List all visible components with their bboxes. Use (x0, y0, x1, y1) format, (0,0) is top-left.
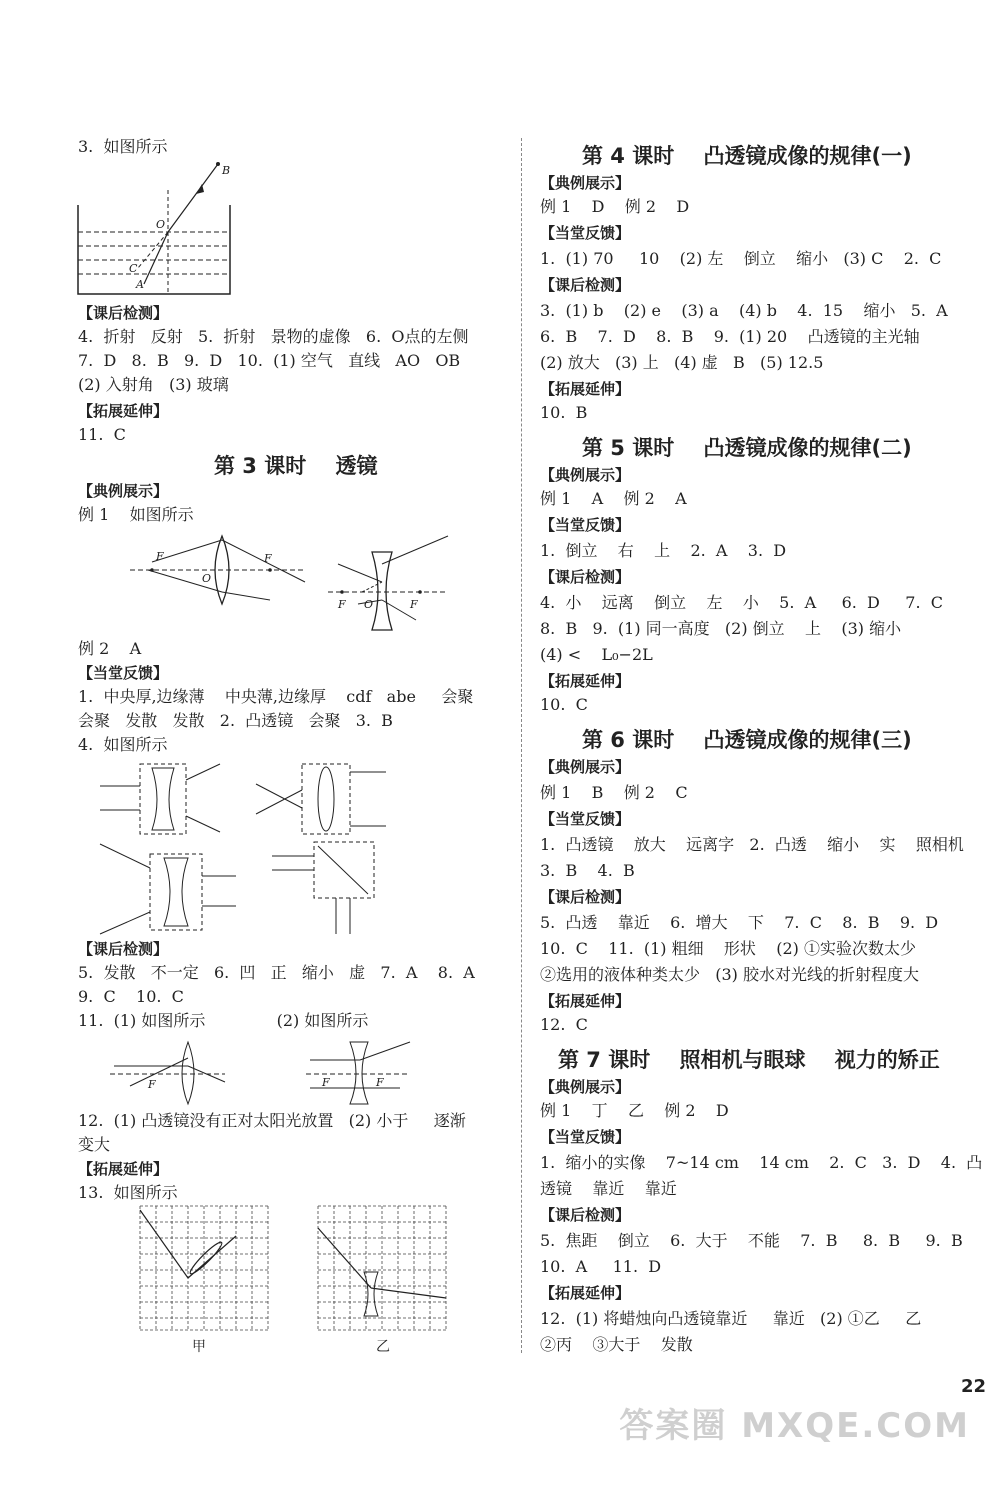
section-heading: 【课后检测】 (78, 940, 169, 958)
svg-text:C: C (129, 262, 138, 275)
section-heading: 【当堂反馈】 (540, 810, 631, 828)
answer-line: 12. C (540, 1015, 588, 1034)
answer-line: 1. 中央厚,边缘薄 中央薄,边缘厚 cdf abe 会聚 (78, 687, 474, 706)
answer-line: 例 2 A (78, 639, 142, 658)
answer-line: 1. 倒立 右 上 2. A 3. D (540, 541, 787, 560)
section-heading: 【典例展示】 (540, 758, 631, 776)
section-heading: 【课后检测】 (540, 1206, 631, 1224)
lens-box-diagrams (96, 758, 386, 938)
answer-line: 透镜 靠近 靠近 (540, 1179, 677, 1198)
section-heading: 【课后检测】 (78, 304, 169, 322)
answer-line: 3. B 4. B (540, 861, 635, 880)
section-heading: 【课后检测】 (540, 888, 631, 906)
svg-text:O: O (156, 218, 166, 231)
section-heading: 【典例展示】 (540, 1078, 631, 1096)
diagram-caption: 乙 (376, 1339, 390, 1355)
answer-line: 3. (1) b (2) e (3) a (4) b 4. 15 缩小 5. A (540, 301, 948, 320)
svg-text:F: F (322, 1076, 330, 1089)
section-heading: 【拓展延伸】 (540, 992, 631, 1010)
q11-diagrams (110, 1036, 410, 1104)
section-heading: 【典例展示】 (540, 174, 631, 192)
section-heading: 【当堂反馈】 (540, 224, 631, 242)
svg-text:O: O (202, 572, 212, 585)
answer-line: 11. (1) 如图所示 (2) 如图所示 (78, 1011, 369, 1030)
section-heading: 【拓展延伸】 (78, 1160, 169, 1178)
answer-line: 5. 发散 不一定 6. 凹 正 缩小 虚 7. A 8. A (78, 963, 475, 982)
answer-line: 5. 凸透 靠近 6. 增大 下 7. C 8. B 9. D (540, 913, 939, 932)
answer-line: 1. 缩小的实像 7~14 cm 14 cm 2. C 3. D 4. 凸 (540, 1153, 983, 1172)
answer-line: 变大 (78, 1135, 111, 1154)
section-heading: 【典例展示】 (78, 482, 169, 500)
section-heading: 【当堂反馈】 (540, 516, 631, 534)
grid-diagram-yi (318, 1206, 450, 1332)
answer-line: 例 1 B 例 2 C (540, 783, 688, 802)
answer-line: 1. (1) 70 10 (2) 左 倒立 缩小 (3) C 2. C (540, 249, 942, 268)
section-heading: 【典例展示】 (540, 466, 631, 484)
answer-line: (2) 入射角 (3) 玻璃 (78, 375, 229, 394)
answer-line: 例 1 A 例 2 A (540, 489, 687, 508)
answer-line: 3. 如图所示 (78, 137, 168, 156)
answer-line: 8. B 9. (1) 同一高度 (2) 倒立 上 (3) 缩小 (540, 619, 902, 638)
section-heading: 【拓展延伸】 (540, 1284, 631, 1302)
answer-line: 10. C (540, 695, 588, 714)
answer-line: (2) 放大 (3) 上 (4) 虚 B (5) 12.5 (540, 353, 824, 372)
answer-line: (4) < L₀−2L (540, 645, 653, 664)
svg-text:F: F (264, 552, 272, 565)
answer-line: 12. (1) 凸透镜没有正对太阳光放置 (2) 小于 逐渐 (78, 1111, 466, 1130)
answer-line: 10. C 11. (1) 粗细 形状 (2) ①实验次数太少 (540, 939, 917, 958)
diagram-caption: 甲 (192, 1339, 206, 1355)
answer-line: 5. 焦距 倒立 6. 大于 不能 7. B 8. B 9. B (540, 1231, 963, 1250)
answer-line: 例 1 丁 乙 例 2 D (540, 1101, 729, 1120)
section-heading: 【拓展延伸】 (540, 380, 631, 398)
answer-line: 11. C (78, 425, 126, 444)
svg-text:A: A (136, 278, 144, 291)
section-heading: 【当堂反馈】 (540, 1128, 631, 1146)
grid-diagram-jia (140, 1206, 272, 1332)
answer-line: 13. 如图所示 (78, 1183, 178, 1202)
lesson-title: 第 4 课时 凸透镜成像的规律(一) (582, 144, 912, 168)
svg-text:F: F (410, 598, 418, 611)
concave-lens-diagram (328, 530, 453, 634)
answer-line: 例 1 如图所示 (78, 505, 194, 524)
page-number: 22 (960, 1376, 986, 1397)
answer-line: ②丙 ③大于 发散 (540, 1335, 693, 1354)
answer-line: 12. (1) 将蜡烛向凸透镜靠近 靠近 (2) ①乙 乙 (540, 1309, 922, 1328)
answer-line: 6. B 7. D 8. B 9. (1) 20 凸透镜的主光轴 (540, 327, 920, 346)
answer-line: ②选用的液体种类太少 (3) 胶水对光线的折射程度大 (540, 965, 920, 984)
refraction-diagram (76, 160, 236, 300)
answer-line: 10. B (540, 403, 588, 422)
answer-line: 例 1 D 例 2 D (540, 197, 690, 216)
section-heading: 【课后检测】 (540, 568, 631, 586)
answer-line: 4. 折射 反射 5. 折射 景物的虚像 6. O点的左侧 (78, 327, 469, 346)
section-heading: 【拓展延伸】 (78, 402, 169, 420)
column-divider (521, 138, 522, 1353)
answer-line: 7. D 8. B 9. D 10. (1) 空气 直线 AO OB (78, 351, 461, 370)
section-heading: 【课后检测】 (540, 276, 631, 294)
section-heading: 【当堂反馈】 (78, 664, 169, 682)
svg-text:F: F (156, 550, 164, 563)
lesson-title: 第 7 课时 照相机与眼球 视力的矫正 (558, 1048, 940, 1072)
answer-line: 会聚 发散 发散 2. 凸透镜 会聚 3. B (78, 711, 393, 730)
lesson-title: 第 6 课时 凸透镜成像的规律(三) (582, 728, 912, 752)
answer-line: 4. 如图所示 (78, 735, 168, 754)
lesson-title: 第 5 课时 凸透镜成像的规律(二) (582, 436, 912, 460)
section-heading: 【拓展延伸】 (540, 672, 631, 690)
answer-line: 1. 凸透镜 放大 远离字 2. 凸透 缩小 实 照相机 (540, 835, 964, 854)
answer-line: 10. A 11. D (540, 1257, 662, 1276)
convex-lens-diagram (130, 532, 310, 612)
answer-line: 4. 小 远离 倒立 左 小 5. A 6. D 7. C (540, 593, 943, 612)
answer-line: 9. C 10. C (78, 987, 184, 1006)
watermark-logo: 答案圈 MXQE.COM (619, 1406, 970, 1446)
svg-text:F: F (338, 598, 346, 611)
svg-text:O: O (364, 598, 374, 611)
svg-text:F: F (148, 1078, 156, 1091)
lesson-title: 第 3 课时 透镜 (214, 454, 378, 478)
svg-text:B: B (222, 164, 231, 177)
svg-text:F: F (376, 1076, 384, 1089)
